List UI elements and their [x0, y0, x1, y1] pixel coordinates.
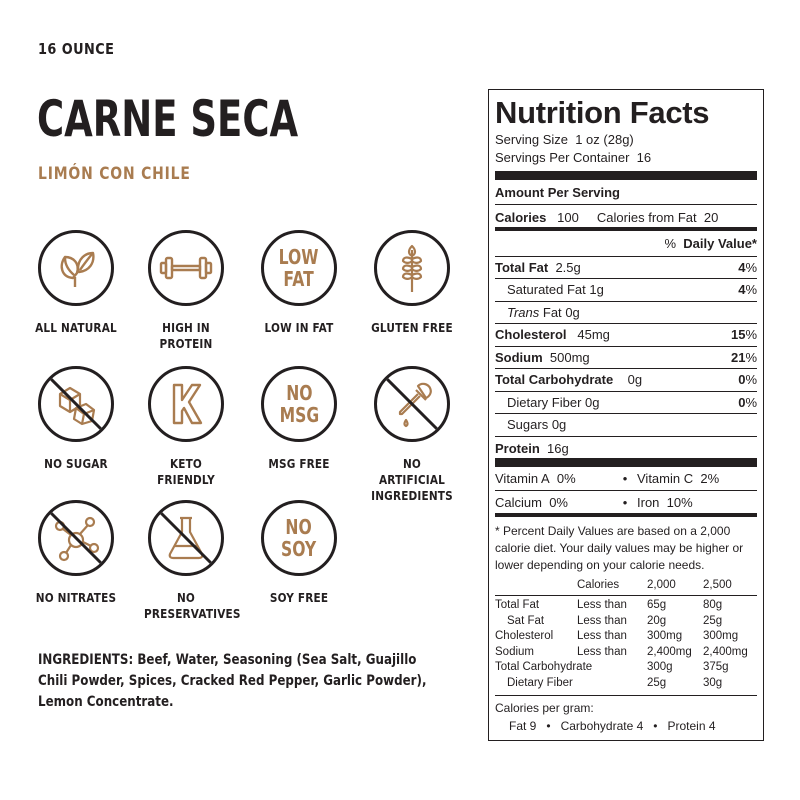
cholesterol-row: Cholesterol 45mg 15% [495, 324, 757, 347]
badge-label: HIGH IN PROTEIN [159, 320, 213, 351]
badge-no-preservatives [136, 500, 241, 622]
product-title: CARNE SECA [37, 90, 299, 148]
leaf-icon [38, 230, 114, 306]
table-row: Cholesterol Less than 300mg 300mg [495, 630, 739, 643]
nutrition-title: Nutrition Facts [495, 95, 710, 130]
molecule-icon [38, 500, 114, 576]
table-row: Sat Fat Less than 20g 25g [507, 614, 723, 627]
badge-low-fat [249, 230, 349, 336]
wheat-icon [374, 230, 450, 306]
net-weight: 16 OUNCE [38, 40, 115, 58]
badge-label: KETO FRIENDLY [157, 456, 215, 487]
badge-no-nitrates [26, 500, 126, 606]
badge-soy-free [249, 500, 349, 606]
serving-size-row: Serving Size 1 oz (28g) [495, 132, 634, 147]
no-soy-text-icon: NO SOY [261, 500, 337, 576]
badge-label: LOW IN FAT [264, 320, 334, 335]
badge-keto-friendly [136, 366, 236, 488]
daily-value-header: % Daily Value* [495, 231, 757, 257]
daily-values-table-body [495, 596, 757, 696]
table-row: Sodium Less than 2,400mg 2,400mg [495, 645, 748, 658]
flavor-subtitle: LIMÓN CON CHILE [38, 164, 191, 184]
total-fat-row: Total Fat 2.5g 4% [495, 257, 757, 280]
nutrition-facts-panel [488, 89, 764, 741]
sugar-cubes-icon [38, 366, 114, 442]
badge-label: NO NITRATES [35, 590, 117, 605]
badge-high-protein [136, 230, 236, 352]
ingredients-text: INGREDIENTS: Beef, Water, Seasoning (Sea Salt, Guajillo Chili Powder, Spices, Cracked Red Pepper, Garlic Powder), Lemon Concentrate. [38, 652, 427, 710]
saturated-fat-row: Saturated Fat 1g 4% [495, 279, 757, 302]
amount-per-serving: Amount Per Serving [495, 182, 757, 205]
total-carbohydrate-row: Total Carbohydrate 0g 0% [495, 369, 757, 392]
table-row: Dietary Fiber 25g 30g [507, 677, 723, 690]
badge-label: SOY FREE [269, 590, 329, 605]
badge-label: ALL NATURAL [35, 320, 117, 335]
table-row: Total Fat Less than 65g 80g [495, 599, 723, 612]
low-fat-text-icon: LOW FAT [261, 230, 337, 306]
table-row: Total Carbohydrate 300g 375g [495, 661, 729, 674]
trans-fat-row: Trans Fat 0g [495, 302, 757, 325]
protein-row: Protein 16g [495, 437, 757, 467]
daily-values-table [495, 578, 757, 597]
badge-label: GLUTEN FREE [371, 320, 453, 335]
dropper-icon [374, 366, 450, 442]
keto-k-icon [148, 366, 224, 442]
servings-row: Servings Per Container 16 [495, 149, 757, 180]
footnote: * Percent Daily Values are based on a 2,000 calorie diet. Your daily values may be higher or lower depending on your calorie needs. [495, 523, 744, 572]
badge-msg-free [249, 366, 349, 472]
calories-per-gram-label: Calories per gram: [495, 700, 594, 715]
badge-all-natural [26, 230, 126, 336]
badge-label: NO ARTIFICIAL INGREDIENTS [371, 456, 453, 503]
badge-no-sugar [26, 366, 126, 472]
badge-label: MSG FREE [268, 456, 330, 471]
sugars-row: Sugars 0g [495, 414, 757, 437]
minerals-row: Calcium 0% • Iron 10% [495, 491, 757, 517]
dumbbell-icon [148, 230, 224, 306]
calories-per-gram-values: Fat 9 • Carbohydrate 4 • Protein 4 [509, 718, 716, 733]
no-msg-text-icon: NO MSG [261, 366, 337, 442]
dietary-fiber-row: Dietary Fiber 0g 0% [495, 392, 757, 415]
calories-row: Calories 100 Calories from Fat 20 [495, 205, 757, 231]
badge-label: NO SUGAR [44, 456, 108, 471]
table-header-row: Calories 2,000 2,500 [577, 578, 732, 591]
flask-icon [148, 500, 224, 576]
vitamins-row: Vitamin A 0% • Vitamin C 2% [495, 467, 757, 491]
badge-gluten-free [362, 230, 462, 336]
sodium-row: Sodium 500mg 21% [495, 347, 757, 370]
badge-label: NO PRESERVATIVES [144, 590, 241, 621]
badge-no-artificial [362, 366, 462, 504]
